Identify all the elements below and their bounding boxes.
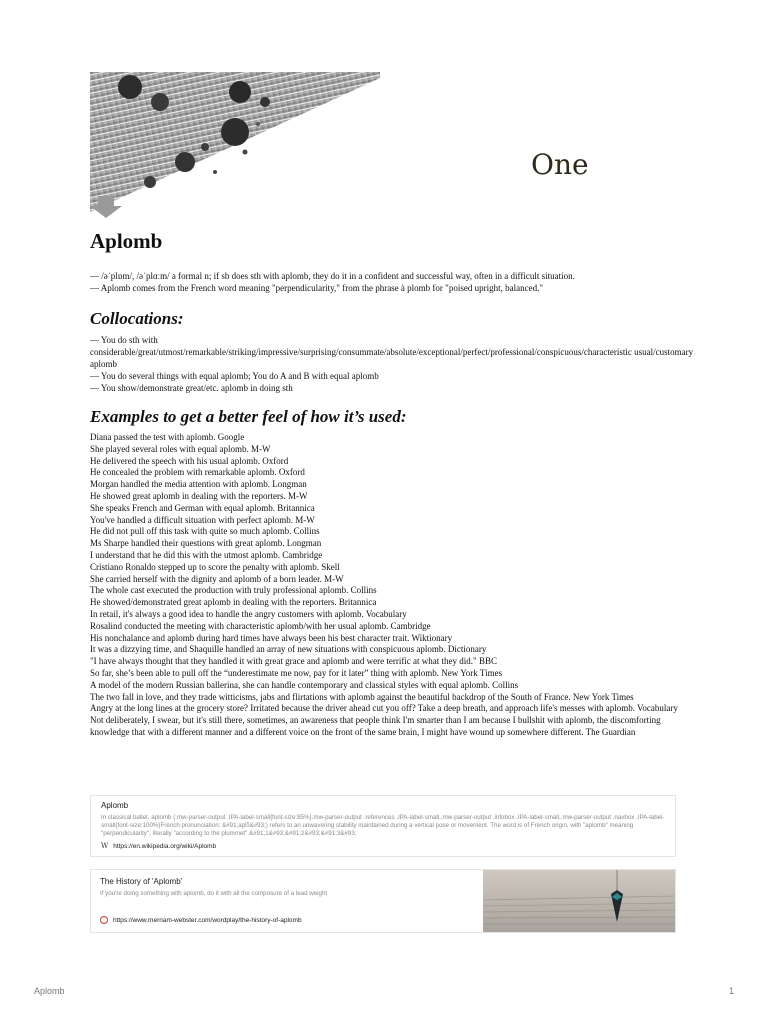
example-item: You've handled a difficult situation with perfect aplomb. M-W xyxy=(90,514,315,525)
card-description: If you're doing something with aplomb, do it with all the composure of a lead weight xyxy=(100,890,328,897)
definition-line: — Aplomb comes from the French word meaning "perpendicularity," from the phrase à plomb for "poised upright, balanced." xyxy=(90,283,543,293)
card-title: The History of 'Aplomb' xyxy=(100,877,183,886)
wikipedia-icon: W xyxy=(101,842,109,850)
card-link[interactable] xyxy=(100,916,302,924)
example-item: So far, she’s been able to pull off the “underestimate me now, pay for it later” thing with aplomb. New York Times xyxy=(90,667,503,678)
footer-document-title: Aplomb xyxy=(34,986,65,996)
plumb-bob-thumbnail xyxy=(483,870,675,932)
card-url-text[interactable]: https://www.merriam-webster.com/wordplay/the-history-of-aplomb xyxy=(113,916,302,924)
example-item: Rosalind conducted the meeting with characteristic aplomb/with her usual aplomb. Cambridge xyxy=(90,620,431,631)
definition-list xyxy=(90,270,690,294)
card-url-text[interactable]: https://en.wikipedia.org/wiki/Aplomb xyxy=(113,842,217,850)
card-title: Aplomb xyxy=(101,801,129,810)
collocation-item: — You do several things with equal aplomb; You do A and B with equal aplomb xyxy=(90,371,379,381)
example-item: Morgan handled the media attention with aplomb. Longman xyxy=(90,479,307,490)
definition-line: — /əˈplɒm/, /əˈplɑːm/ a formal n; if sb does sth with aplomb, they do it in a confident and successful way, often in a difficult situation. xyxy=(90,271,575,281)
example-item: The two fall in love, and they trade witticisms, jabs and flirtations with aplomb against the beautiful backdrop of the South of France. New York Times xyxy=(90,691,634,702)
example-item: It was a dizzying time, and Shaquille handled an array of new situations with conspicuous aplomb. Dictionary xyxy=(90,644,487,655)
header-banner-image xyxy=(90,72,380,222)
example-item: Cristiano Ronaldo stepped up to score the penalty with aplomb. Skell xyxy=(90,561,340,572)
examples-list xyxy=(90,432,680,739)
footer-page-number: 1 xyxy=(728,986,734,996)
example-item: He showed/demonstrated great aplomb in dealing with the reporters. Britannica xyxy=(90,597,377,608)
collocations-heading: Collocations: xyxy=(90,309,184,328)
example-item: He showed great aplomb in dealing with the reporters. M-W xyxy=(90,490,308,501)
example-item: He delivered the speech with his usual aplomb. Oxford xyxy=(90,455,289,466)
example-item: She speaks French and German with equal aplomb. Britannica xyxy=(90,502,315,513)
card-description: In classical ballet, aplomb (.mw-parser-output .IPA-label-small{font-size:85%}.mw-parser-output .references .IPA-label-small,.mw-parser-output .infobox .IPA-label-small,.mw-parser-output .navbox .IPA-label-small{font-size:100%}French pronunciation: &#91;aplɔ̃&#93;) refers to an unwavering stability maintained during a vertical pose or movement. The word is of French origin, with "aplomb" meaning "perpendicularity", literally "according to the plummet".&#91;1&#93;&#91;2&#93;&#91;3&#93; xyxy=(101,814,665,837)
example-item: Ms Sharpe handled their questions with great aplomb. Longman xyxy=(90,538,322,549)
example-item: A model of the modern Russian ballerina, she can handle contemporary and classical styles with equal aplomb. Collins xyxy=(90,679,519,690)
merriam-webster-icon xyxy=(100,916,108,924)
example-item: Diana passed the test with aplomb. Google xyxy=(90,432,245,442)
example-item: Not deliberately, I swear, but it's still there, sometimes, an awareness that people think I'm smarter than I am because I bullshit with aplomb, the discomforting knowledge that with a different manner and a different voice on the front of the same brain, I might have wound up somewhere different. The Guardian xyxy=(90,715,661,737)
example-item: She played several roles with equal aplomb. M-W xyxy=(90,443,271,454)
example-item: He did not pull off this task with quite so much aplomb. Collins xyxy=(90,526,320,537)
wikipedia-link-card[interactable] xyxy=(90,795,676,857)
example-item: He concealed the problem with remarkable aplomb. Oxford xyxy=(90,467,305,478)
chapter-heading: One xyxy=(531,148,589,181)
collocation-item: — You do sth with considerable/great/utmost/remarkable/striking/impressive/surprising/consummate/absolute/exceptional/perfect/professional/conspicuous/characteristic usual/customary aplomb xyxy=(90,335,694,369)
example-item: In retail, it's always a good idea to handle the angry customers with aplomb. Vocabulary xyxy=(90,608,407,619)
examples-heading: Examples to get a better feel of how it’s used: xyxy=(90,407,407,426)
example-item: The whole cast executed the production with truly professional aplomb. Collins xyxy=(90,585,377,596)
collocations-list xyxy=(90,334,700,394)
example-item: His nonchalance and aplomb during hard times have always been his best character trait. Wiktionary xyxy=(90,632,453,643)
merriam-webster-link-card[interactable] xyxy=(90,869,676,933)
example-item: Angry at the long lines at the grocery store? Irritated because the driver ahead cut you off? Take a deep breath, and approach life's messes with aplomb. Vocabulary xyxy=(90,703,678,714)
card-link[interactable] xyxy=(101,842,665,850)
example-item: I understand that he did this with the utmost aplomb. Cambridge xyxy=(90,549,323,560)
collocation-item: — You show/demonstrate great/etc. aplomb in doing sth xyxy=(90,383,293,393)
example-item: "I have always thought that they handled it with great grace and aplomb and were terrific at what they did." BBC xyxy=(90,656,497,667)
page-title: Aplomb xyxy=(90,229,163,253)
example-item: She carried herself with the dignity and aplomb of a born leader. M-W xyxy=(90,573,344,584)
